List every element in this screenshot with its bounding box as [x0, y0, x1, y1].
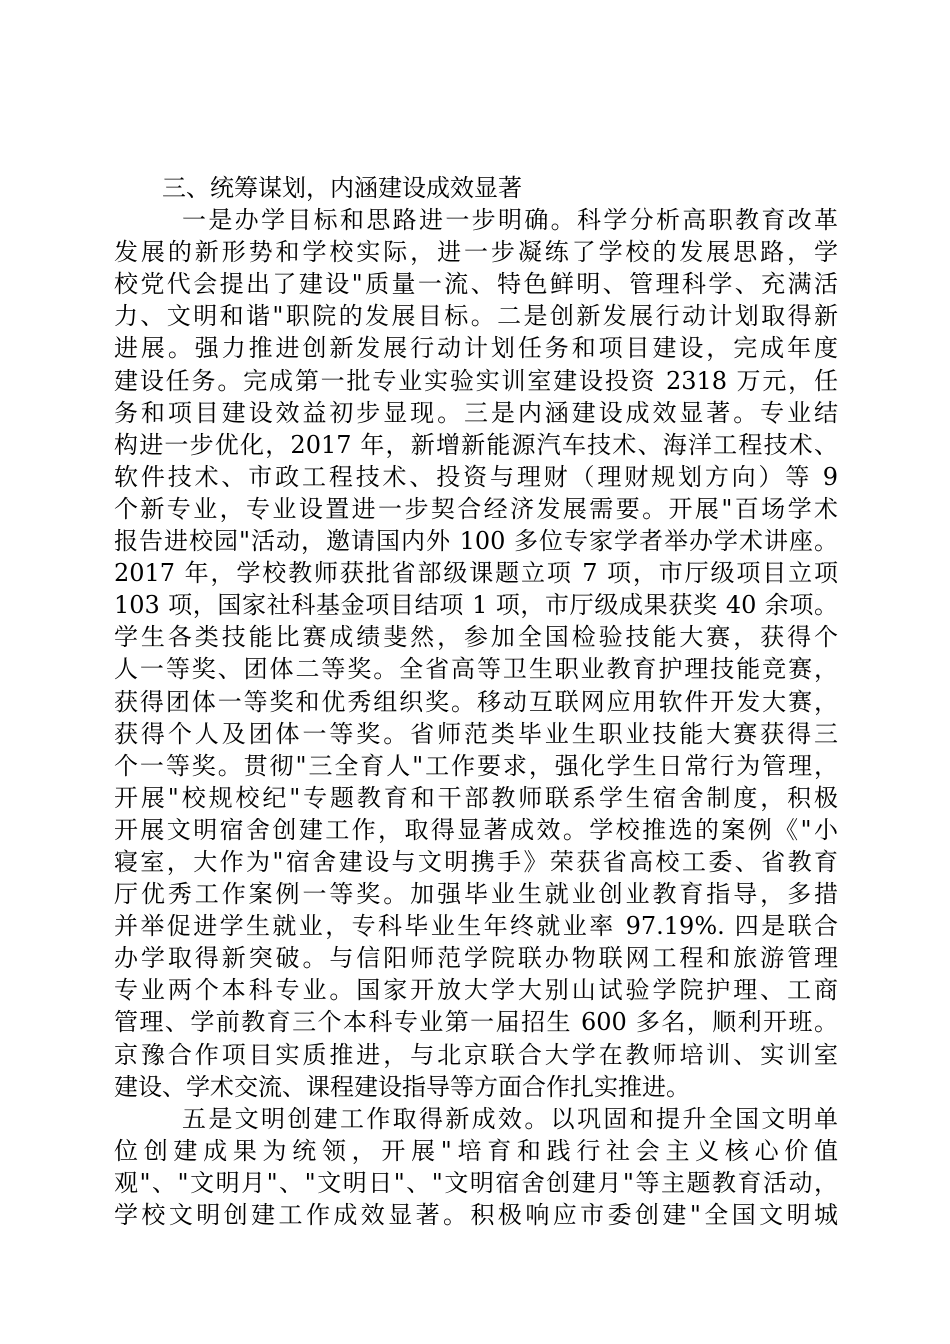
text-line: 管理、学前教育三个本科专业第一届招生 600 多名，顺利开班。 — [114, 1008, 838, 1037]
section-heading: 三、统筹谋划，内涵建设成效显著 — [162, 174, 522, 202]
text-line: 软件技术、市政工程技术、投资与理财（理财规划方向）等 9 — [114, 462, 838, 491]
text-line: 个一等奖。贯彻"三全育人"工作要求，强化学生日常行为管理， — [114, 751, 838, 780]
text-line: 开展"校规校纪"专题教育和干部教师联系学生宿舍制度，积极 — [114, 783, 838, 812]
text-line: 一是办学目标和思路进一步明确。科学分析高职教育改革 — [182, 206, 838, 235]
text-line: 个新专业，专业设置进一步契合经济发展需要。开展"百场学术 — [114, 494, 838, 523]
text-line: 获得个人及团体一等奖。省师范类毕业生职业技能大赛获得三 — [114, 719, 838, 748]
text-line: 办学取得新突破。与信阳师范学院联办物联网工程和旅游管理 — [114, 944, 838, 973]
text-line: 京豫合作项目实质推进，与北京联合大学在教师培训、实训室 — [114, 1040, 838, 1069]
text-line-last: 建设、学术交流、课程建设指导等方面合作扎实推进。 — [114, 1072, 690, 1101]
text-line: 厅优秀工作案例一等奖。加强毕业生就业创业教育指导，多措 — [114, 880, 838, 909]
text-line: 观"、"文明月"、"文明日"、"文明宿舍创建月"等主题教育活动， — [114, 1168, 838, 1197]
text-line: 进展。强力推进创新发展行动计划任务和项目建设，完成年度 — [114, 334, 838, 363]
text-line: 位创建成果为统领，开展"培育和践行社会主义核心价值 — [114, 1136, 838, 1165]
text-line: 报告进校园"活动，邀请国内外 100 多位专家学者举办学术讲座。 — [114, 527, 838, 556]
paragraph-goals-and-achievements — [114, 204, 838, 1103]
text-line: 人一等奖、团体二等奖。全省高等卫生职业教育护理技能竞赛， — [114, 655, 838, 684]
text-line: 学生各类技能比赛成绩斐然，参加全国检验技能大赛，获得个 — [114, 623, 838, 652]
text-line: 获得团体一等奖和优秀组织奖。移动互联网应用软件开发大赛， — [114, 687, 838, 716]
text-line: 发展的新形势和学校实际，进一步凝练了学校的发展思路，学 — [114, 238, 838, 267]
text-line: 103 项，国家社科基金项目结项 1 项，市厅级成果获奖 40 余项。 — [114, 591, 838, 620]
text-line: 五是文明创建工作取得新成效。以巩固和提升全国文明单 — [182, 1104, 838, 1133]
text-line: 寝室，大作为"宿舍建设与文明携手》荣获省高校工委、省教育 — [114, 847, 838, 876]
text-line: 学校文明创建工作成效显著。积极响应市委创建"全国文明城 — [114, 1201, 838, 1229]
paragraph-civilization-building — [114, 1103, 838, 1231]
text-line: 2017 年，学校教师获批省部级课题立项 7 项，市厅级项目立项 — [114, 559, 838, 588]
text-line: 并举促进学生就业，专科毕业生年终就业率 97.19%. 四是联合 — [114, 912, 838, 941]
text-line: 务和项目建设效益初步显现。三是内涵建设成效显著。专业结 — [114, 398, 838, 427]
text-line: 专业两个本科专业。国家开放大学大别山试验学院护理、工商 — [114, 976, 838, 1005]
text-line: 校党代会提出了建设"质量一流、特色鲜明、管理科学、充满活 — [114, 270, 838, 299]
document-body — [114, 172, 838, 1231]
text-line: 构进一步优化，2017 年，新增新能源汽车技术、海洋工程技术、 — [114, 430, 838, 459]
text-line: 力、文明和谐"职院的发展目标。二是创新发展行动计划取得新 — [114, 302, 838, 331]
text-line: 开展文明宿舍创建工作，取得显著成效。学校推选的案例《"小 — [114, 815, 838, 844]
text-line: 建设任务。完成第一批专业实验实训室建设投资 2318 万元，任 — [114, 366, 838, 395]
